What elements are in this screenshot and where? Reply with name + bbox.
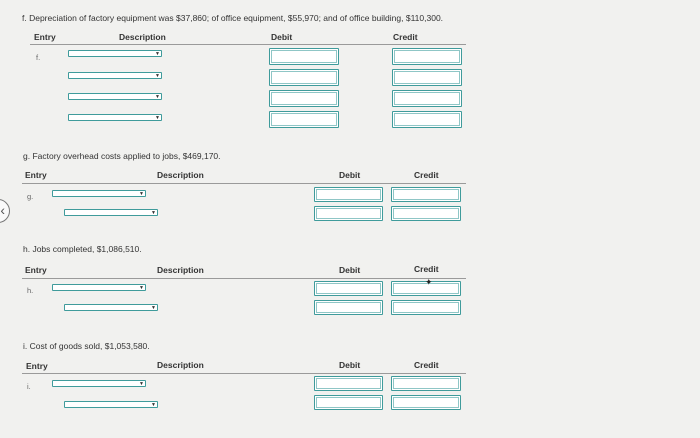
- header-credit-i: Credit: [414, 360, 439, 370]
- header-description-i: Description: [157, 360, 204, 370]
- header-description-h: Description: [157, 265, 204, 275]
- chevron-down-icon: ▼: [155, 93, 160, 100]
- debit-input-i-1[interactable]: [314, 376, 383, 391]
- header-debit-f: Debit: [271, 32, 293, 42]
- header-description-f: Description: [119, 32, 166, 42]
- credit-input-i-2[interactable]: [391, 395, 461, 410]
- credit-input-g-2[interactable]: [391, 206, 461, 221]
- description-select-g-2[interactable]: [64, 209, 158, 216]
- description-select-h-2[interactable]: [64, 304, 158, 311]
- header-entry-g: Entry: [25, 170, 47, 180]
- entry-label-i: i.: [27, 382, 31, 391]
- entry-label-f: f.: [36, 53, 41, 62]
- description-select-i-2[interactable]: [64, 401, 158, 408]
- debit-input-f-1[interactable]: [269, 48, 339, 65]
- chevron-down-icon: ▼: [139, 190, 144, 197]
- prompt-i: i. Cost of goods sold, $1,053,580.: [23, 341, 150, 351]
- credit-input-i-1[interactable]: [391, 376, 461, 391]
- description-select-h-1[interactable]: [52, 284, 146, 291]
- header-rule-g: [22, 183, 466, 184]
- debit-input-g-1[interactable]: [314, 187, 383, 202]
- chevron-down-icon: ▼: [155, 114, 160, 121]
- description-select-f-1[interactable]: [68, 50, 162, 57]
- chevron-down-icon: ▼: [155, 72, 160, 79]
- prompt-f: f. Depreciation of factory equipment was $37,860; of office equipment, $55,970; and of office building, $110,300.: [22, 13, 444, 23]
- entry-label-g: g.: [27, 192, 34, 201]
- debit-input-h-1[interactable]: [314, 281, 383, 296]
- description-select-f-2[interactable]: [68, 72, 162, 79]
- credit-input-g-1[interactable]: [391, 187, 461, 202]
- credit-input-f-2[interactable]: [392, 69, 462, 86]
- debit-input-g-2[interactable]: [314, 206, 383, 221]
- chevron-down-icon: ▼: [139, 284, 144, 291]
- header-entry-f: Entry: [34, 32, 56, 42]
- debit-input-f-4[interactable]: [269, 111, 339, 128]
- debit-input-h-2[interactable]: [314, 300, 383, 315]
- header-credit-f: Credit: [393, 32, 418, 42]
- entry-label-h: h.: [27, 286, 34, 295]
- header-rule-h: [22, 278, 466, 279]
- header-debit-h: Debit: [339, 265, 361, 275]
- chevron-down-icon: ▼: [155, 50, 160, 57]
- debit-input-f-2[interactable]: [269, 69, 339, 86]
- description-select-g-1[interactable]: [52, 190, 146, 197]
- header-credit-h: Credit: [414, 264, 439, 274]
- chevron-down-icon: ▼: [151, 304, 156, 311]
- chevron-down-icon: ▼: [151, 401, 156, 408]
- chevron-left-icon: ‹: [0, 202, 5, 218]
- header-entry-h: Entry: [25, 265, 47, 275]
- header-debit-g: Debit: [339, 170, 361, 180]
- credit-input-f-4[interactable]: [392, 111, 462, 128]
- prompt-h: h. Jobs completed, $1,086,510.: [23, 244, 142, 254]
- description-select-i-1[interactable]: [52, 380, 146, 387]
- chevron-down-icon: ▼: [139, 380, 144, 387]
- back-button[interactable]: [0, 199, 10, 223]
- prompt-g: g. Factory overhead costs applied to jobs, $469,170.: [23, 151, 221, 161]
- header-description-g: Description: [157, 170, 204, 180]
- description-select-f-4[interactable]: [68, 114, 162, 121]
- credit-input-f-1[interactable]: [392, 48, 462, 65]
- credit-input-h-2[interactable]: [391, 300, 461, 315]
- header-debit-i: Debit: [339, 360, 361, 370]
- description-select-f-3[interactable]: [68, 93, 162, 100]
- header-credit-g: Credit: [414, 170, 439, 180]
- header-rule-i: [22, 373, 466, 374]
- credit-input-f-3[interactable]: [392, 90, 462, 107]
- header-rule-f: [30, 44, 466, 45]
- debit-input-f-3[interactable]: [269, 90, 339, 107]
- debit-input-i-2[interactable]: [314, 395, 383, 410]
- header-entry-i: Entry: [26, 361, 48, 371]
- mouse-pointer-icon: ✦: [425, 277, 433, 287]
- chevron-down-icon: ▼: [151, 209, 156, 216]
